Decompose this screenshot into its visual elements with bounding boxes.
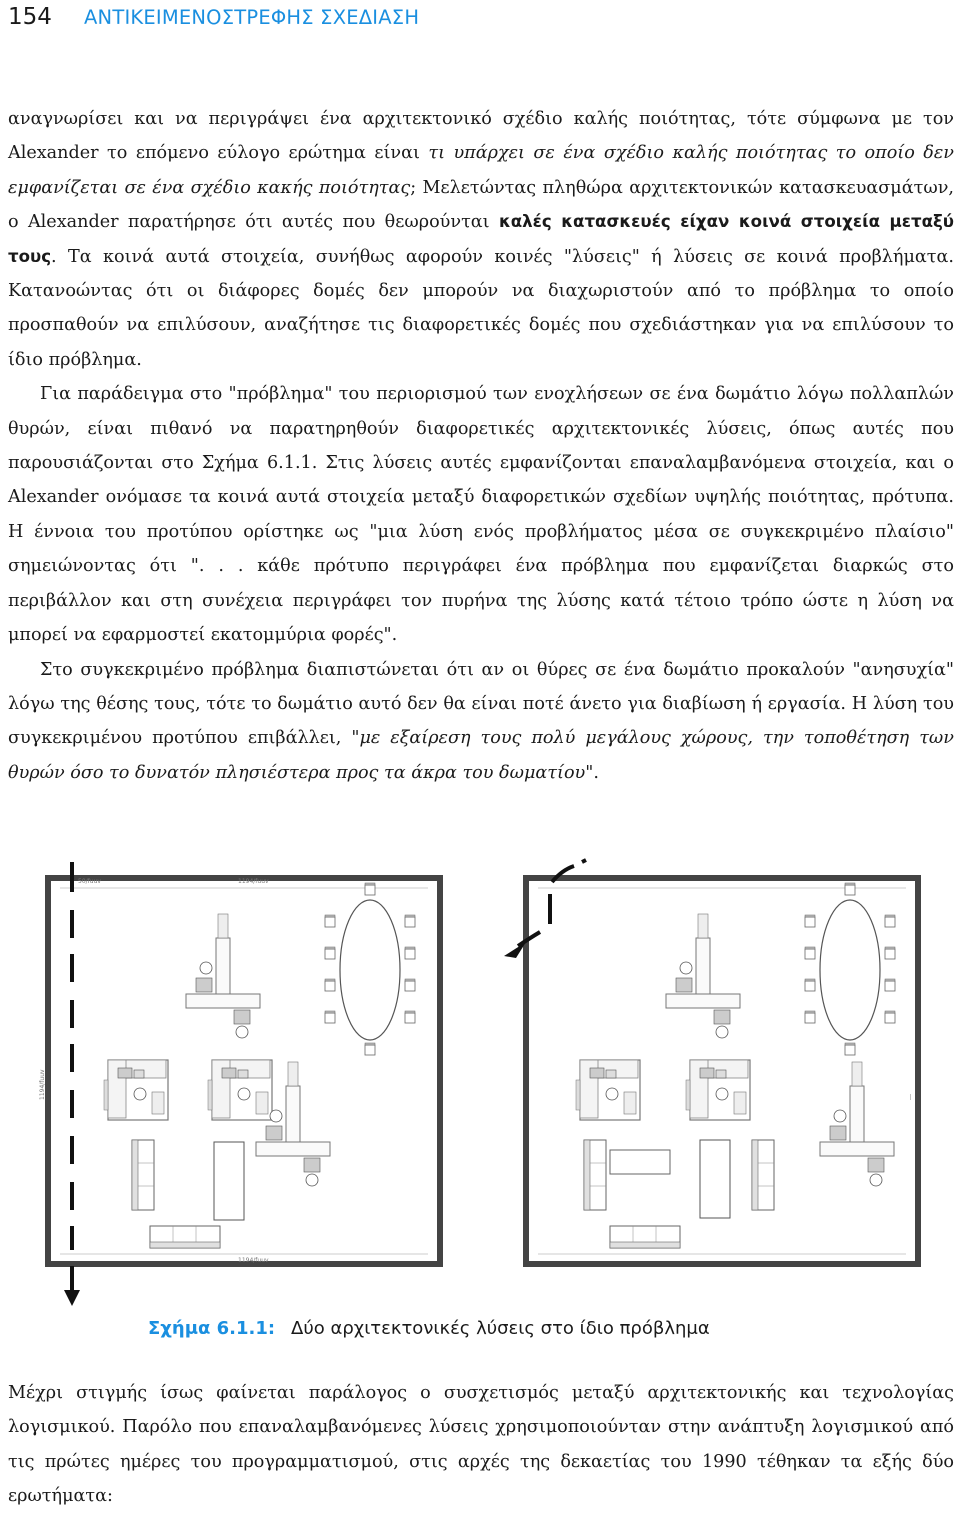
coffee-table-right xyxy=(700,1140,730,1218)
plan-left-dimension-side: 1194/fuuv xyxy=(39,1069,46,1100)
paragraph-3-part-1: Στο συγκεκριμένο πρόβλημα διαπιστώνεται ότι αν οι θύρες σε ένα δωμάτιο προκαλούν "ανησυχία" λόγω της θέσης τους, τότε το δωμάτιο αυτό δεν θα είναι ποτέ άνετο για διαβίωση ή εργασία. Η λύση του συγκεκριμένου προτύπου επιβάλλει, " xyxy=(8,659,954,749)
figure-caption-text: Δύο αρχιτεκτονικές λύσεις στο ίδιο πρόβλημα xyxy=(291,1318,710,1339)
figure-caption-label: Σχήμα 6.1.1: xyxy=(148,1318,276,1339)
paragraph-1-bold: καλές κατασκευές είχαν κοινά στοιχεία μεταξύ τους xyxy=(8,212,954,266)
floor-plans-figure xyxy=(0,850,960,1330)
running-header xyxy=(0,0,960,40)
paragraph-3-part-3: ". xyxy=(585,762,599,783)
bench-right xyxy=(610,1150,670,1174)
svg-text:―: ― xyxy=(907,1094,914,1100)
page-number: 154 xyxy=(8,4,52,30)
floor-plan-right xyxy=(526,878,918,1264)
plan-left-dimension-top: 1194/fuuv xyxy=(238,878,269,885)
plan-left-dimension-bottom: 1194/fuuv xyxy=(238,1257,269,1264)
chapter-title: ΑΝΤΙΚΕΙΜΕΝΟΣΤΡΕΦΗΣ ΣΧΕΔΙΑΣΗ xyxy=(84,6,420,29)
body-text-top xyxy=(8,102,954,790)
paragraph-1-italic: τι υπάρχει σε ένα σχέδιο καλής ποιότητας το οποίο δεν εμφανίζεται σε ένα σχέδιο κακής ποιότητας xyxy=(8,143,954,198)
paragraph-1 xyxy=(8,102,954,377)
figure-caption xyxy=(148,1318,710,1339)
paragraph-1-part-3: ; Μελετώντας πληθώρα αρχιτεκτονικών κατασκευασμάτων, ο Alexander παρατήρησε ότι αυτές που θεωρούνται xyxy=(8,177,954,233)
paragraph-1-part-5: . Τα κοινά αυτά στοιχεία, συνήθως αφορούν κοινές "λύσεις" ή λύσεις σε κοινά προβλήματα. Κατανοώντας ότι οι διάφορες δομές δεν μπορούν να διαχωριστούν από το πρόβλημα το οποίο προσπαθούν να επιλύσουν, αναζήτησε τις διαφορετικές δομές που σχεδιάστηκαν για να επιλύσουν το ίδιο πρόβλημα. xyxy=(8,246,954,370)
body-text-bottom xyxy=(8,1376,954,1514)
coffee-table-left xyxy=(214,1142,244,1220)
paragraph-4: Μέχρι στιγμής ίσως φαίνεται παράλογος ο συσχετισμός μεταξύ αρχιτεκτονικής και τεχνολογίας λογισμικού. Παρόλο που επαναλαμβανόμενες λύσεις χρησιμοποιούνταν στην ανάπτυξη λογισμικού από τις πρώτες ημέρες του προγραμματισμού, στις αρχές της δεκαετίας του 1990 τέθηκαν τα εξής δύο ερωτήματα: xyxy=(8,1383,954,1507)
plan-left-dimension-corner: 50/fuuv xyxy=(78,878,101,885)
paragraph-1-part-1: αναγνωρίσει και να περιγράψει ένα αρχιτεκτονικό σχέδιο καλής ποιότητας, τότε σύμφωνα με τον Alexander το επόμενο εύλογο ερώτημα είναι xyxy=(8,109,954,164)
paragraph-3 xyxy=(8,653,954,791)
paragraph-2: Για παράδειγμα στο "πρόβλημα" του περιορισμού των ενοχλήσεων σε ένα δωμάτιο λόγω πολλαπλών θυρών, είναι πιθανό να παρατηρηθούν διαφορετικές αρχιτεκτονικές λύσεις, όπως αυτές που παρουσιάζονται στο Σχήμα 6.1.1. Στις λύσεις αυτές εμφανίζονται επαναλαμβανόμενα στοιχεία, και ο Alexander ονόμασε τα κοινά αυτά στοιχεία μεταξύ διαφορετικών σχεδίων υψηλής ποιότητας, πρότυπα. Η έννοια του προτύπου ορίστηκε ως "μια λύση ενός προβλήματος μέσα σε συγκεκριμένο πλαίσιο" σημειώνοντας ότι ". . . κάθε πρότυπο περιγράφει ένα πρόβλημα που εμφανίζεται διαρκώς στο περιβάλλον και στη συνέχεια περιγράφει τον πυρήνα της λύσης κατά τέτοιο τρόπο ώστε η λύση να μπορεί να εφαρμοστεί εκατομμύρια φορές". xyxy=(8,384,954,646)
paragraph-3-italic: με εξαίρεση τους πολύ μεγάλους χώρους, την τοποθέτηση των θυρών όσο το δυνατόν πλησιέστερα προς τα άκρα του δωματίου xyxy=(8,728,954,783)
floor-plan-left xyxy=(39,878,440,1264)
